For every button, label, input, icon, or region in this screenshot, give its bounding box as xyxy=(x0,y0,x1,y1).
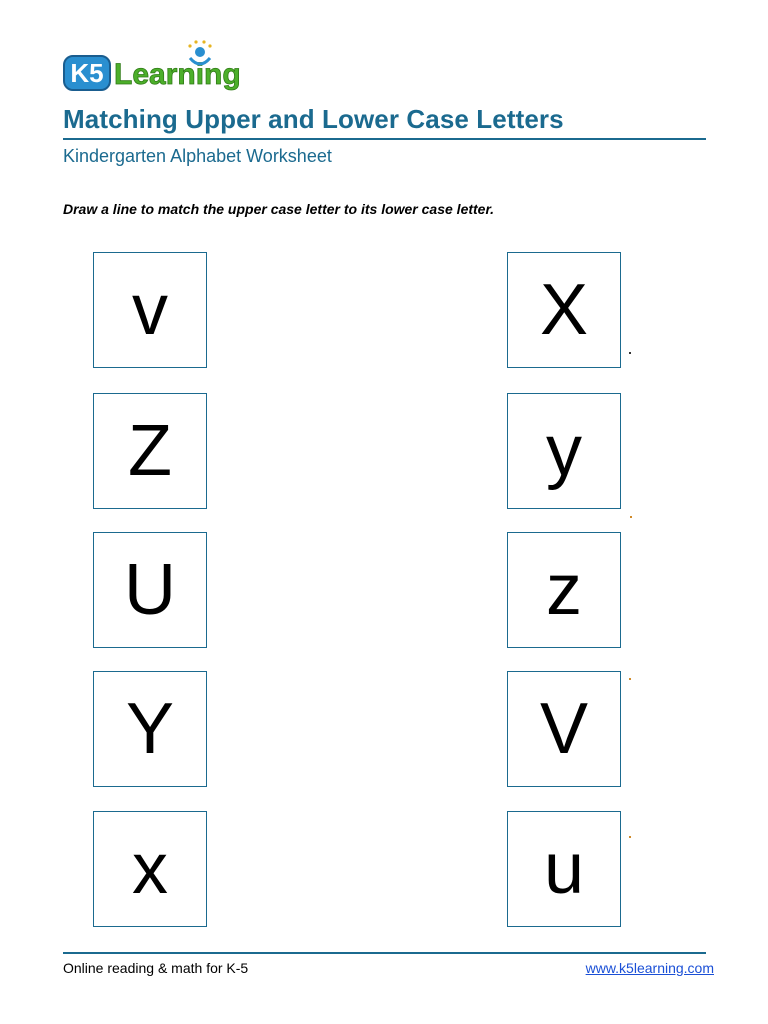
left-letter-card[interactable] xyxy=(93,671,207,787)
instructions-text: Draw a line to match the upper case letter to its lower case letter. xyxy=(63,201,495,217)
letter: U xyxy=(124,550,176,630)
k5-learning-logo xyxy=(62,40,252,96)
page-subtitle: Kindergarten Alphabet Worksheet xyxy=(63,146,332,166)
letter: X xyxy=(539,270,589,350)
left-letter-card[interactable] xyxy=(93,532,207,648)
letter: z xyxy=(546,550,582,630)
letter: x xyxy=(132,829,168,909)
letter: u xyxy=(543,829,585,909)
right-letter-card[interactable] xyxy=(507,811,621,927)
footer-tagline: Online reading & math for K-5 xyxy=(63,960,249,976)
footer-divider xyxy=(63,952,706,954)
stray-mark xyxy=(629,678,631,680)
right-letter-card[interactable] xyxy=(507,393,621,509)
svg-text:Learning: Learning xyxy=(114,58,241,91)
left-letter-card[interactable] xyxy=(93,811,207,927)
right-letter-card[interactable] xyxy=(507,671,621,787)
stray-mark xyxy=(629,836,631,838)
right-letter-card[interactable] xyxy=(507,532,621,648)
left-letter-card[interactable] xyxy=(93,252,207,368)
letter: v xyxy=(132,270,168,350)
title-divider xyxy=(63,138,706,140)
page-title: Matching Upper and Lower Case Letters xyxy=(63,104,564,134)
svg-text:K5: K5 xyxy=(70,58,104,88)
stray-mark xyxy=(629,352,631,354)
letter: V xyxy=(539,689,589,769)
stray-mark xyxy=(630,516,632,518)
right-letter-card[interactable] xyxy=(507,252,621,368)
website-link[interactable]: www.k5learning.com xyxy=(585,960,714,976)
letter: y xyxy=(546,411,582,491)
letter: Z xyxy=(128,411,172,491)
left-letter-card[interactable] xyxy=(93,393,207,509)
letter: Y xyxy=(125,689,175,769)
